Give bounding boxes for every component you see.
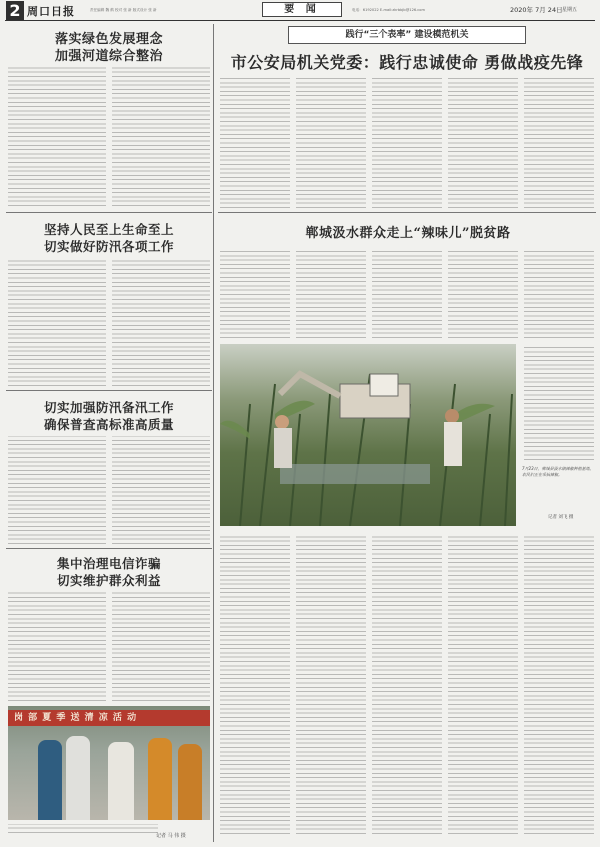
story2-body-left <box>8 258 106 386</box>
field-photo <box>220 344 516 526</box>
photo-caption-text <box>8 824 158 833</box>
second-story <box>218 216 596 842</box>
excavator-arm <box>280 374 340 396</box>
story2-body-right <box>112 258 210 386</box>
feature-body-col2 <box>296 76 366 208</box>
story4-headline-line1: 集中治理电信诈骗 <box>56 556 161 571</box>
farmer-head <box>445 409 459 423</box>
worker-figure <box>148 738 172 820</box>
left-column <box>6 24 214 842</box>
story1-headline-line2: 加强河道综合整治 <box>54 49 163 64</box>
photo-caption: 7月23日，郸城县汲水镇辣椒种植基地，农民们正在采摘辣椒。 <box>522 466 594 477</box>
story-divider <box>218 212 596 213</box>
feature-body-col1 <box>220 76 290 208</box>
photo-credit: 记者 刘飞 摄 <box>548 515 574 520</box>
story-body-col4 <box>448 248 518 338</box>
story-headline: 郸城汲水群众走上“辣味儿”脱贫路 <box>305 226 511 241</box>
story-body-col3 <box>372 248 442 338</box>
feature-body-col5 <box>524 76 594 208</box>
story3-headline-line2: 确保普查高标准高质量 <box>43 417 174 432</box>
feature-headline: 市公安局机关党委：践行忠诚使命 勇做战疫先锋 <box>230 53 584 72</box>
story-body-lower-col5 <box>524 534 594 834</box>
story4-headline-line2: 切实维护群众利益 <box>56 573 161 588</box>
masthead <box>0 0 600 22</box>
feature-kicker: 践行“三个表率” 建设模范机关 <box>345 30 469 40</box>
feature-body-col4 <box>448 76 518 208</box>
story-body-col5-upper <box>524 344 594 460</box>
story1-body-left <box>8 66 106 206</box>
story-body-lower-col4 <box>448 534 518 834</box>
feature-story <box>218 24 596 214</box>
story-divider <box>6 390 212 391</box>
story3-body-left <box>8 436 106 544</box>
story2-headline-line2: 切实做好防汛各项工作 <box>43 239 174 254</box>
story-body-lower-col2 <box>296 534 366 834</box>
farmer-body <box>274 428 292 468</box>
story2-headline-line1: 坚持人民至上生命至上 <box>43 222 174 237</box>
story4-body-left <box>8 591 106 701</box>
farmer-figure <box>274 415 292 468</box>
story-body-lower-col3 <box>372 534 442 834</box>
page-number: 2 <box>6 1 24 20</box>
photo-banner: 岗 部 夏 季 送 清 凉 活 动 <box>8 710 210 726</box>
editor-credits: 责任编辑 魏 鹤 校对 张 新 版式设计 张 新 <box>90 8 157 12</box>
story1-body-right <box>112 66 210 206</box>
story-body-col2 <box>296 248 366 338</box>
issue-weekday: 星期五 <box>562 7 578 13</box>
story-divider <box>6 548 212 549</box>
water-channel <box>280 464 430 484</box>
news-photo <box>8 706 210 820</box>
feature-kicker-box <box>288 26 526 44</box>
issue-date: 2020年 7月 24日 <box>510 6 563 14</box>
column-divider <box>213 24 214 842</box>
story3-body-right <box>112 436 210 544</box>
contact-line: 电话：6192022 E-mail:zkrbbjb@126.com <box>352 8 425 12</box>
excavator-cab <box>370 374 398 396</box>
paper-name: 周口日报 <box>27 5 75 18</box>
worker-figure <box>66 736 90 820</box>
story-body-col1 <box>220 248 290 338</box>
story4-body-right <box>112 591 210 701</box>
story1-headline-line1: 落实绿色发展理念 <box>54 32 163 47</box>
story-body-lower-col1 <box>220 534 290 834</box>
masthead-rule <box>5 20 595 21</box>
feature-body-col3 <box>372 76 442 208</box>
farmer-head <box>275 415 289 429</box>
farmer-body <box>444 422 462 466</box>
worker-figure <box>178 744 202 820</box>
worker-figure <box>108 742 134 820</box>
story-divider <box>6 212 212 213</box>
section-title: 要 闻 <box>262 2 342 17</box>
story-body-col5 <box>524 248 594 338</box>
field-photo-illustration <box>220 344 516 526</box>
worker-figure <box>38 740 62 820</box>
story3-headline-line1: 切实加强防汛备汛工作 <box>43 400 174 415</box>
photo-credit: 记者 马 伟 摄 <box>156 833 186 839</box>
